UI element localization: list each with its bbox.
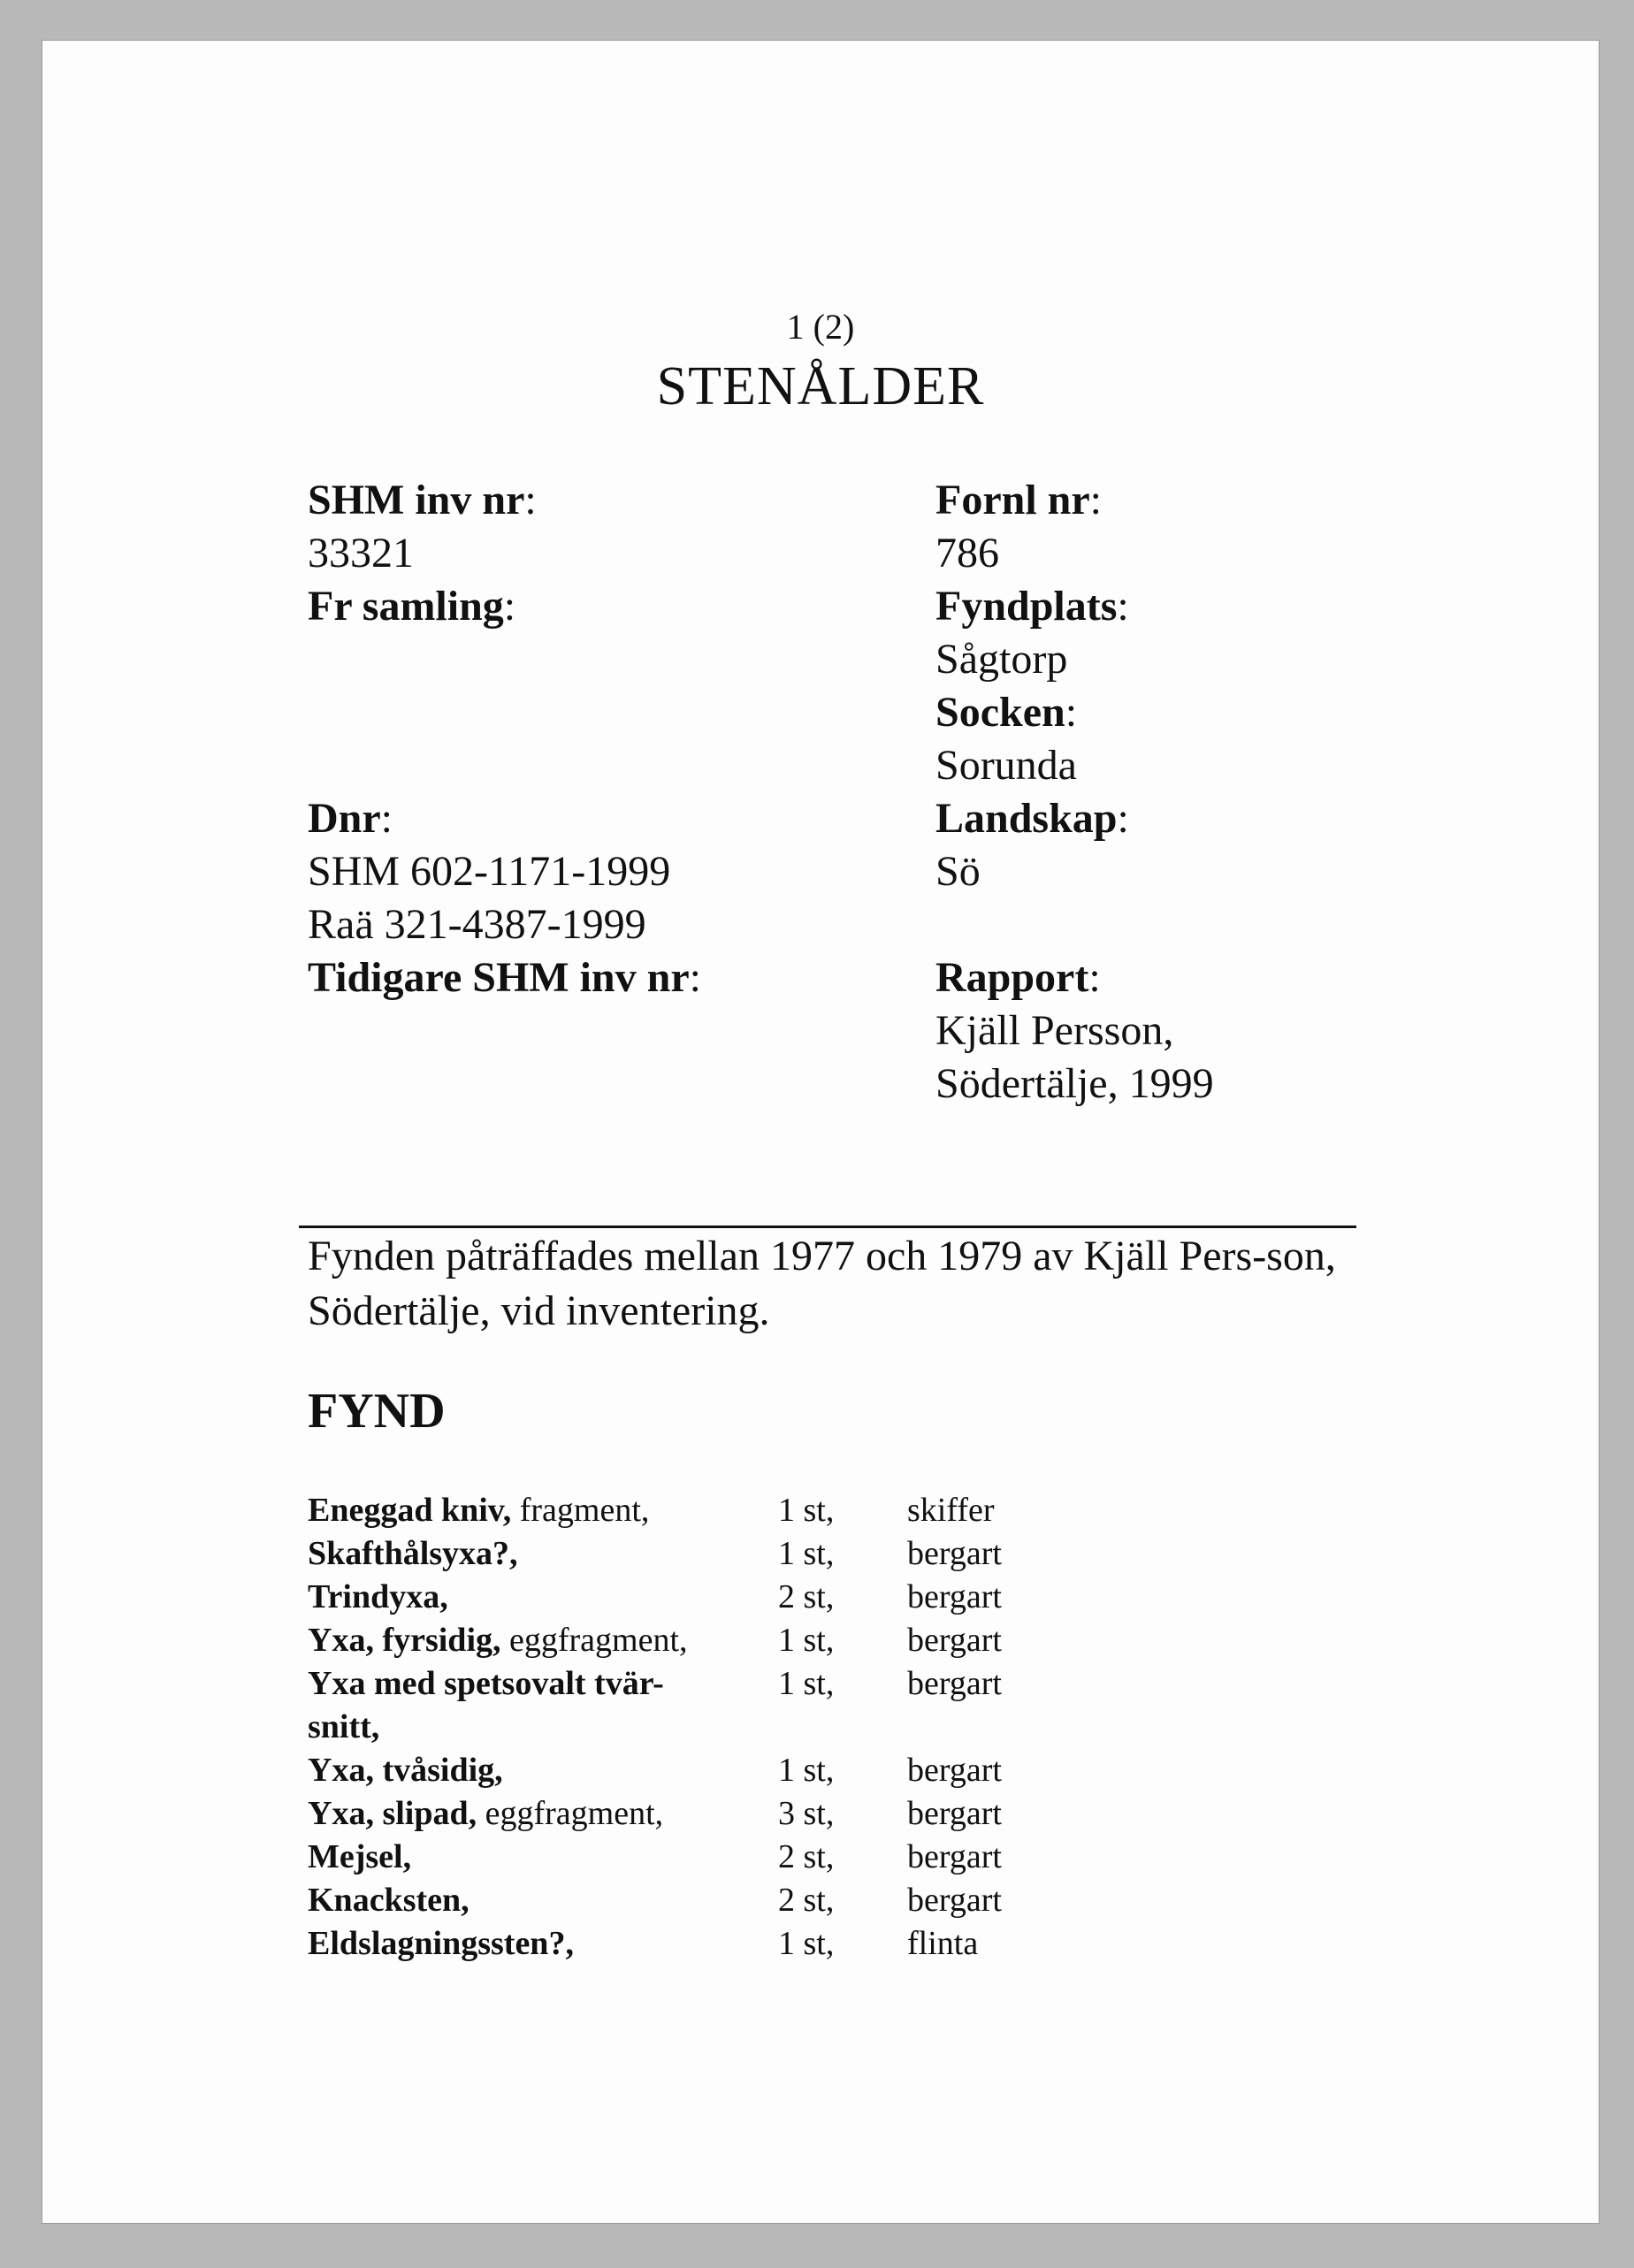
divider-line	[299, 1226, 1356, 1228]
shm-inv-nr-value: 33321	[308, 530, 414, 577]
colon: :	[1065, 689, 1078, 736]
find-quantity: 1 st,	[778, 1492, 835, 1529]
shm-inv-nr-label: SHM inv nr	[308, 477, 525, 523]
find-quantity: 1 st,	[778, 1622, 835, 1659]
landskap-label: Landskap	[935, 795, 1118, 842]
find-material: skiffer	[907, 1492, 995, 1529]
fornl-nr-label: Fornl nr	[935, 477, 1090, 523]
find-name-cell	[308, 1662, 723, 1749]
dnr-label: Dnr	[308, 795, 381, 842]
find-name: Skafthålsyxa?,	[308, 1535, 518, 1572]
page-number: 1 (2)	[786, 307, 855, 347]
find-name-cell	[308, 1922, 750, 1966]
find-material: bergart	[907, 1665, 1002, 1702]
page-title: STENÅLDER	[656, 356, 985, 416]
find-name-cell	[308, 1792, 750, 1836]
find-material: bergart	[907, 1795, 1002, 1832]
find-extra: eggfragment,	[500, 1622, 688, 1659]
find-name: Yxa, fyrsidig,	[308, 1622, 501, 1659]
colon: :	[1088, 954, 1101, 1001]
landskap-field	[935, 792, 1129, 845]
find-material: bergart	[907, 1622, 1002, 1659]
fyndplats-field	[935, 580, 1129, 633]
shm-inv-nr-field	[308, 474, 537, 527]
find-name: Eldslagningssten?,	[308, 1925, 574, 1962]
fornl-nr-field	[935, 474, 1102, 527]
find-material: bergart	[907, 1882, 1002, 1919]
find-quantity: 3 st,	[778, 1795, 835, 1832]
find-name-cell	[308, 1836, 750, 1879]
fornl-nr-value: 786	[935, 530, 999, 577]
fyndplats-label: Fyndplats	[935, 583, 1118, 630]
landskap-value: Sö	[935, 848, 981, 895]
find-extra: eggfragment,	[477, 1795, 664, 1832]
find-quantity: 1 st,	[778, 1665, 835, 1702]
socken-label: Socken	[935, 689, 1065, 736]
find-name: Mejsel,	[308, 1838, 412, 1875]
find-quantity: 2 st,	[778, 1838, 835, 1875]
rapport-label: Rapport	[935, 954, 1089, 1001]
fr-samling-field	[308, 580, 515, 633]
find-name-cell	[308, 1576, 750, 1619]
find-material: flinta	[907, 1925, 979, 1962]
socken-value: Sorunda	[935, 742, 1077, 789]
find-name: Eneggad kniv,	[308, 1492, 512, 1529]
colon: :	[1117, 795, 1129, 842]
colon: :	[380, 795, 393, 842]
find-quantity: 2 st,	[778, 1578, 835, 1615]
finds-heading: FYND	[308, 1384, 446, 1439]
socken-field	[935, 686, 1077, 739]
find-name-cell	[308, 1749, 750, 1792]
fr-samling-label: Fr samling	[308, 583, 504, 630]
colon: :	[689, 954, 701, 1001]
find-quantity: 1 st,	[778, 1925, 835, 1962]
rapport-value-name: Kjäll Persson,	[935, 1007, 1174, 1054]
tidigare-shm-field	[308, 951, 701, 1004]
find-name-cell	[308, 1619, 750, 1662]
description-paragraph: Fynden påträffades mellan 1977 och 1979 av Kjäll Pers-son, Södertälje, vid inventering.	[308, 1233, 1336, 1334]
dnr-value-shm: SHM 602-1171-1999	[308, 848, 671, 895]
fyndplats-value: Sågtorp	[935, 636, 1068, 683]
document-page	[42, 41, 1599, 2223]
rapport-field	[935, 951, 1101, 1004]
find-name: Knacksten,	[308, 1882, 470, 1919]
find-material: bergart	[907, 1578, 1002, 1615]
colon: :	[524, 477, 537, 523]
find-quantity: 1 st,	[778, 1535, 835, 1572]
find-quantity: 2 st,	[778, 1882, 835, 1919]
find-name: Yxa, slipad,	[308, 1795, 477, 1832]
find-material: bergart	[907, 1752, 1002, 1789]
colon: :	[1117, 583, 1129, 630]
rapport-value-place-year: Södertälje, 1999	[935, 1060, 1214, 1107]
find-name-cell	[308, 1532, 750, 1576]
find-name-cell	[308, 1489, 750, 1532]
tidigare-shm-label: Tidigare SHM inv nr	[308, 954, 690, 1001]
dnr-field	[308, 792, 393, 845]
find-quantity: 1 st,	[778, 1752, 835, 1789]
find-name: Yxa med spetsovalt tvär-snitt,	[308, 1665, 664, 1745]
colon: :	[1089, 477, 1102, 523]
dnr-value-raa: Raä 321-4387-1999	[308, 901, 646, 948]
colon: :	[503, 583, 516, 630]
find-material: bergart	[907, 1838, 1002, 1875]
find-name: Yxa, tvåsidig,	[308, 1752, 503, 1789]
find-name-cell	[308, 1879, 750, 1922]
find-name: Trindyxa,	[308, 1578, 448, 1615]
find-extra: fragment,	[511, 1492, 650, 1529]
find-material: bergart	[907, 1535, 1002, 1572]
